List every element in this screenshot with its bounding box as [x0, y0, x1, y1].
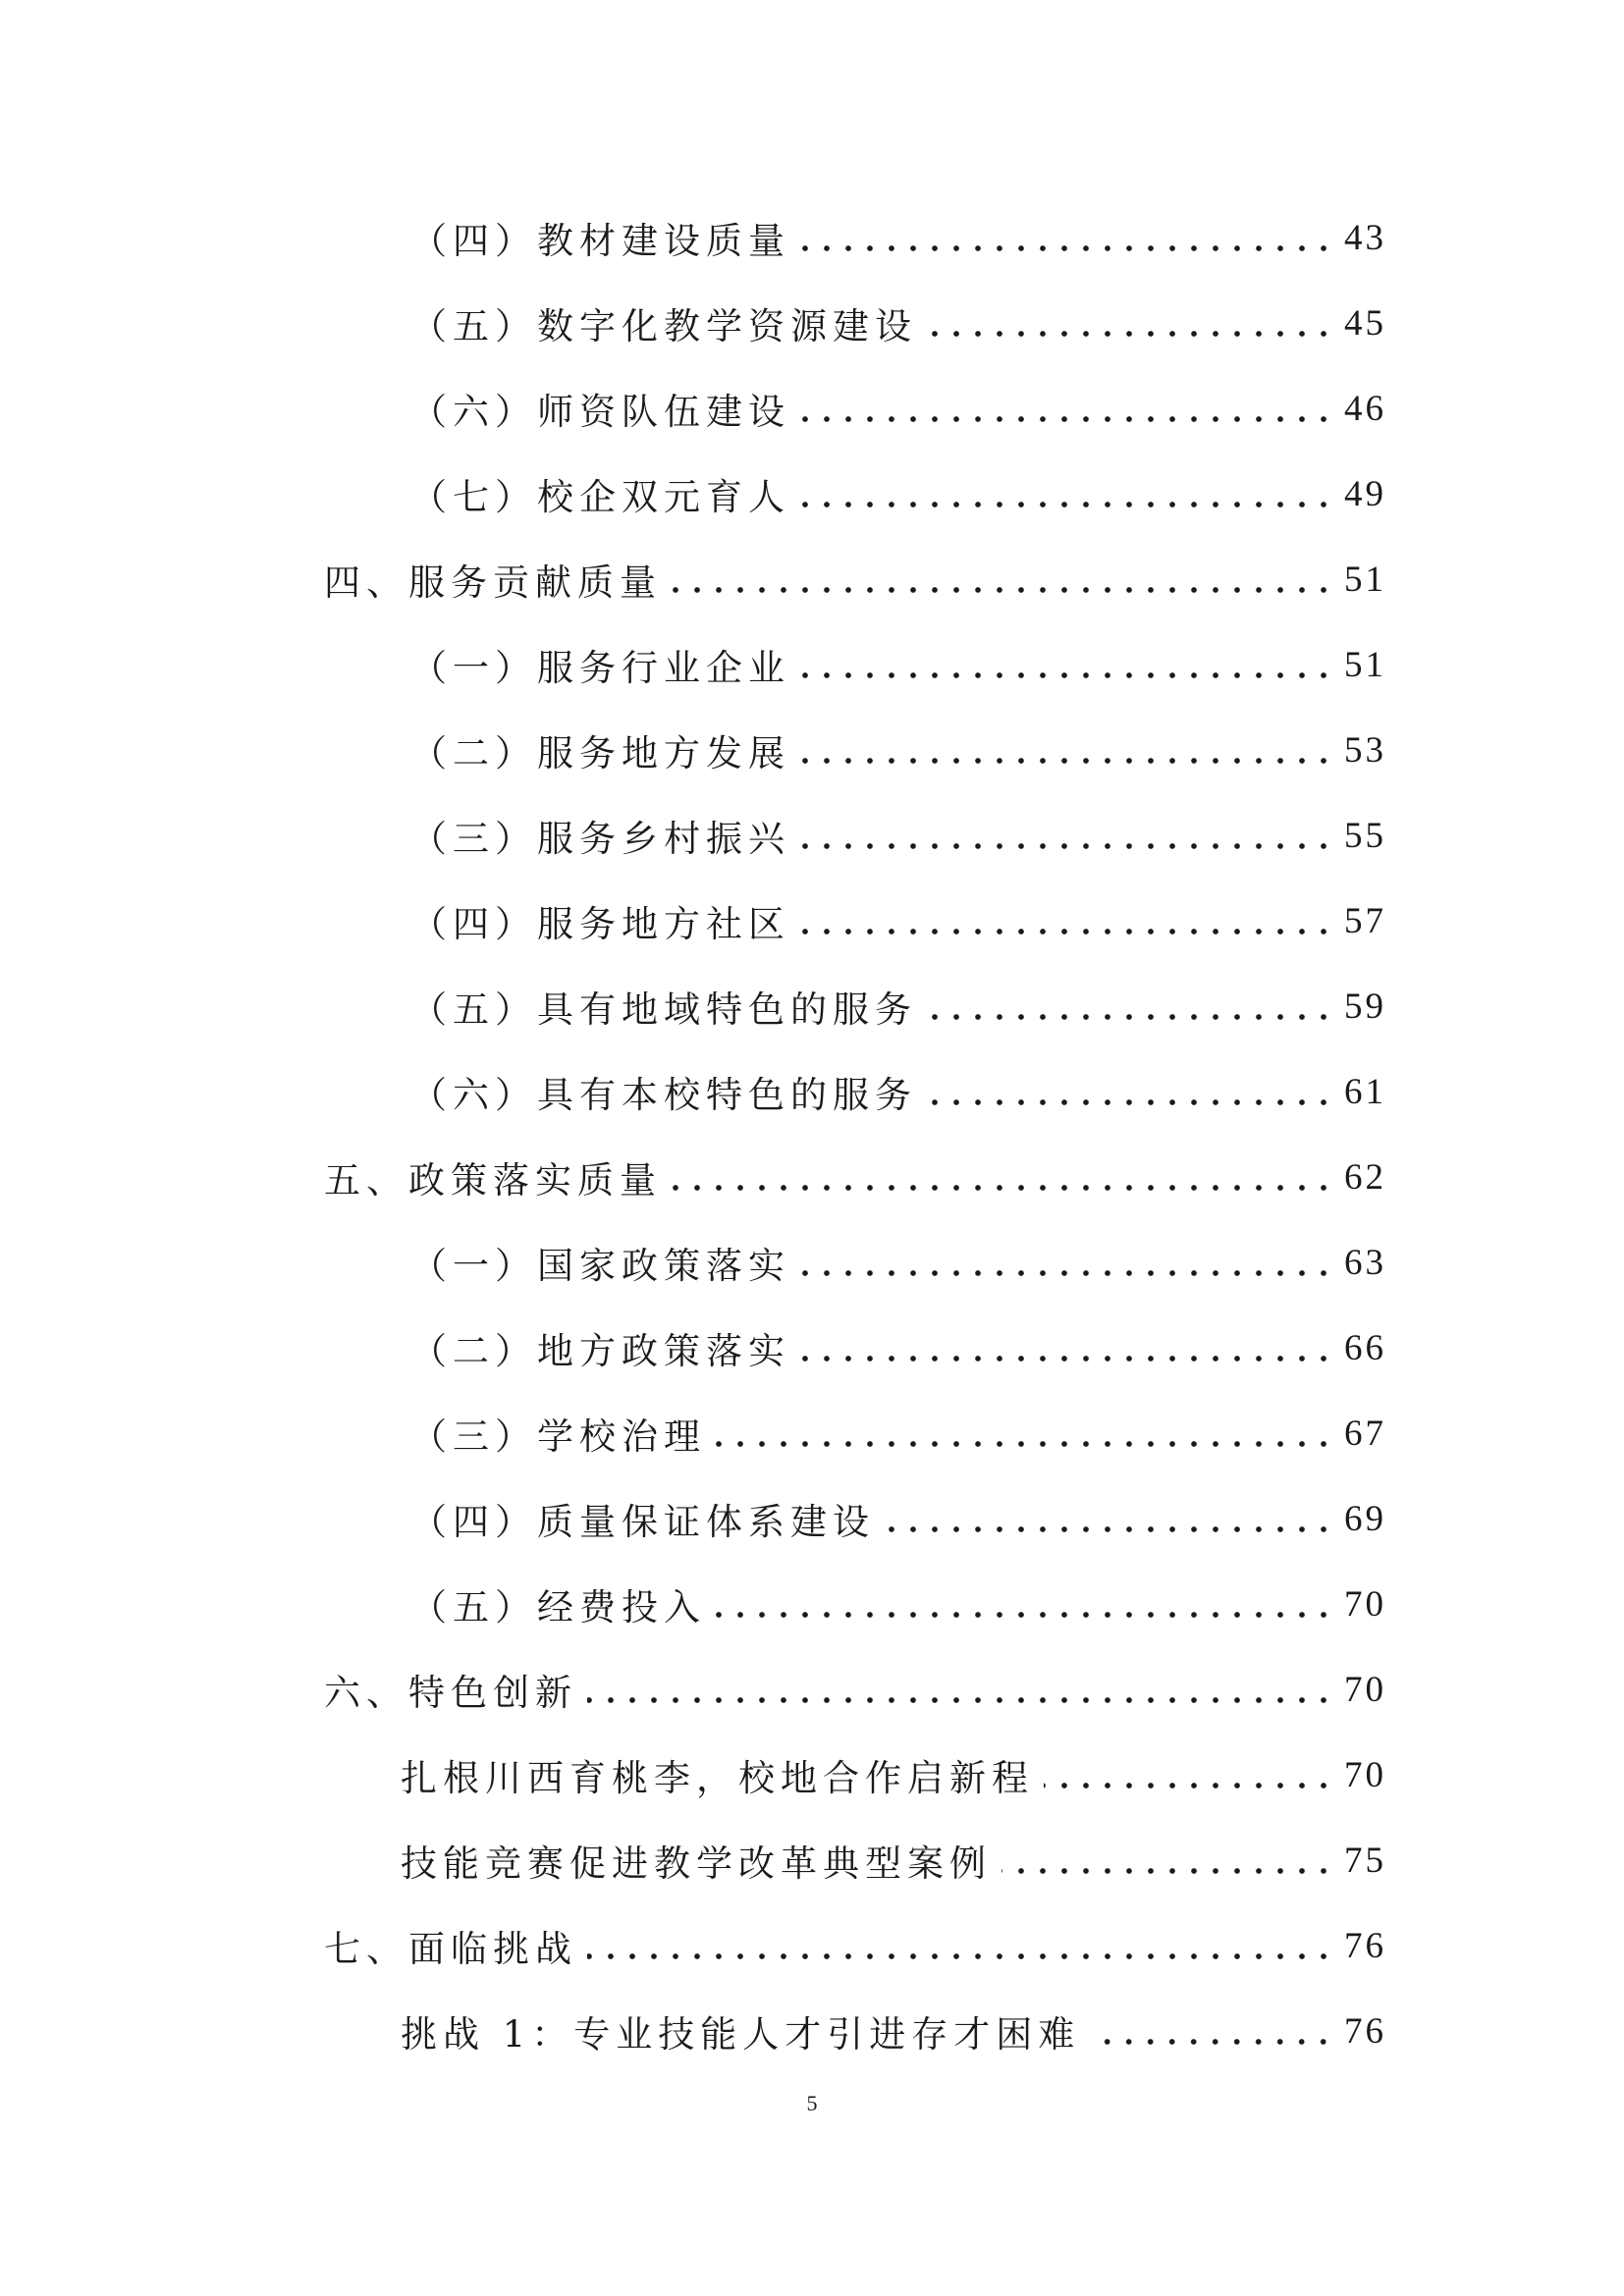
- toc-entry-page: 70: [1344, 1669, 1386, 1710]
- toc-entry[interactable]: [410, 635, 1386, 694]
- toc-entry-label: （六）具有本校特色的服务: [410, 1074, 917, 1116]
- dot-leader: [927, 331, 1334, 337]
- toc-entry-page: 57: [1344, 900, 1386, 941]
- toc-entry[interactable]: [324, 1148, 1386, 1206]
- toc-entry-page: 76: [1344, 2010, 1386, 2052]
- toc-entry-page: 43: [1344, 217, 1386, 258]
- dot-leader: [716, 1441, 1334, 1447]
- toc-entry-page: 66: [1344, 1327, 1386, 1368]
- toc-entry-page: 46: [1344, 388, 1386, 429]
- toc-entry-page: 55: [1344, 815, 1386, 856]
- dot-leader: [927, 1099, 1334, 1105]
- toc-entry-page: 63: [1344, 1242, 1386, 1283]
- toc-entry-label: 六、特色创新: [324, 1672, 577, 1714]
- toc-entry-page: 76: [1344, 1925, 1386, 1966]
- toc-entry-label: （三）服务乡村振兴: [410, 818, 790, 860]
- toc-entry[interactable]: [410, 1233, 1386, 1292]
- toc-entry[interactable]: [410, 379, 1386, 438]
- toc-entry-label: （六）师资队伍建设: [410, 391, 790, 433]
- dot-leader: [800, 758, 1334, 764]
- toc-entry[interactable]: [324, 550, 1386, 609]
- toc-entry-page: 67: [1344, 1413, 1386, 1454]
- toc-entry-label: （五）数字化教学资源建设: [410, 305, 917, 347]
- toc-entry[interactable]: [410, 464, 1386, 523]
- toc-entry-label: 技能竞赛促进教学改革典型案例: [401, 1842, 992, 1885]
- toc-entry-label: 五、政策落实质量: [324, 1159, 662, 1201]
- toc-entry-label: 四、服务贡献质量: [324, 561, 662, 604]
- toc-entry[interactable]: [324, 1916, 1386, 1975]
- toc-entry-label: （四）教材建设质量: [410, 220, 790, 262]
- toc-entry[interactable]: [401, 1745, 1386, 1804]
- toc-entry-page: 49: [1344, 473, 1386, 514]
- toc-entry-page: 70: [1344, 1754, 1386, 1795]
- dot-leader: [1044, 1783, 1334, 1789]
- dot-leader: [587, 1953, 1334, 1959]
- toc-entry[interactable]: [324, 1660, 1386, 1719]
- toc-entry-page: 70: [1344, 1583, 1386, 1625]
- toc-entry-label: （七）校企双元育人: [410, 476, 790, 518]
- dot-leader: [800, 416, 1334, 422]
- toc-entry[interactable]: [410, 1489, 1386, 1548]
- toc-entry[interactable]: [410, 806, 1386, 865]
- dot-leader: [716, 1612, 1334, 1618]
- toc-entry-page: 45: [1344, 302, 1386, 344]
- toc-entry-page: 61: [1344, 1071, 1386, 1112]
- toc-entry[interactable]: [410, 294, 1386, 352]
- toc-entry-page: 51: [1344, 644, 1386, 685]
- toc-entry[interactable]: [410, 1404, 1386, 1463]
- toc-entry-label: （四）质量保证体系建设: [410, 1501, 875, 1543]
- toc-entry-label: （二）服务地方发展: [410, 732, 790, 774]
- toc-entry-label: 挑战 1：专业技能人才引进存才困难: [401, 2013, 1081, 2056]
- toc-entry-label: （五）具有地域特色的服务: [410, 988, 917, 1031]
- toc-entry-label: （一）国家政策落实: [410, 1245, 790, 1287]
- page-number: 5: [806, 2091, 818, 2115]
- toc-entry[interactable]: [410, 891, 1386, 950]
- toc-entry-label: （四）服务地方社区: [410, 903, 790, 945]
- dot-leader: [927, 1014, 1334, 1020]
- toc-entry-label: （一）服务行业企业: [410, 647, 790, 689]
- toc-entry-page: 51: [1344, 559, 1386, 600]
- toc-entry[interactable]: [401, 2002, 1386, 2060]
- dot-leader: [800, 1270, 1334, 1276]
- toc-entry-label: （三）学校治理: [410, 1415, 706, 1458]
- dot-leader: [885, 1526, 1334, 1532]
- toc-entry[interactable]: [401, 1831, 1386, 1890]
- dot-leader: [1090, 2039, 1334, 2045]
- dot-leader: [1001, 1868, 1334, 1874]
- toc-entry-label: 扎根川西育桃李，校地合作启新程: [401, 1757, 1034, 1799]
- dot-leader: [800, 245, 1334, 251]
- toc-entry-page: 62: [1344, 1156, 1386, 1198]
- toc-entry-label: （五）经费投入: [410, 1586, 706, 1629]
- toc-entry[interactable]: [410, 1318, 1386, 1377]
- dot-leader: [800, 672, 1334, 678]
- dot-leader: [587, 1697, 1334, 1703]
- dot-leader: [800, 502, 1334, 507]
- dot-leader: [800, 843, 1334, 849]
- toc-entry-page: 59: [1344, 986, 1386, 1027]
- toc-entry-page: 75: [1344, 1840, 1386, 1881]
- dot-leader: [672, 1185, 1334, 1191]
- dot-leader: [800, 1356, 1334, 1362]
- toc-entry[interactable]: [410, 1062, 1386, 1121]
- toc-entry[interactable]: [410, 977, 1386, 1036]
- toc-entry[interactable]: [410, 1575, 1386, 1633]
- toc-entry-page: 53: [1344, 729, 1386, 771]
- toc-entry-label: 七、面临挑战: [324, 1928, 577, 1970]
- toc-entry-page: 69: [1344, 1498, 1386, 1539]
- dot-leader: [800, 929, 1334, 934]
- dot-leader: [672, 587, 1334, 593]
- toc-entry-label: （二）地方政策落实: [410, 1330, 790, 1372]
- toc-entry[interactable]: [410, 721, 1386, 779]
- toc-entry[interactable]: [410, 208, 1386, 267]
